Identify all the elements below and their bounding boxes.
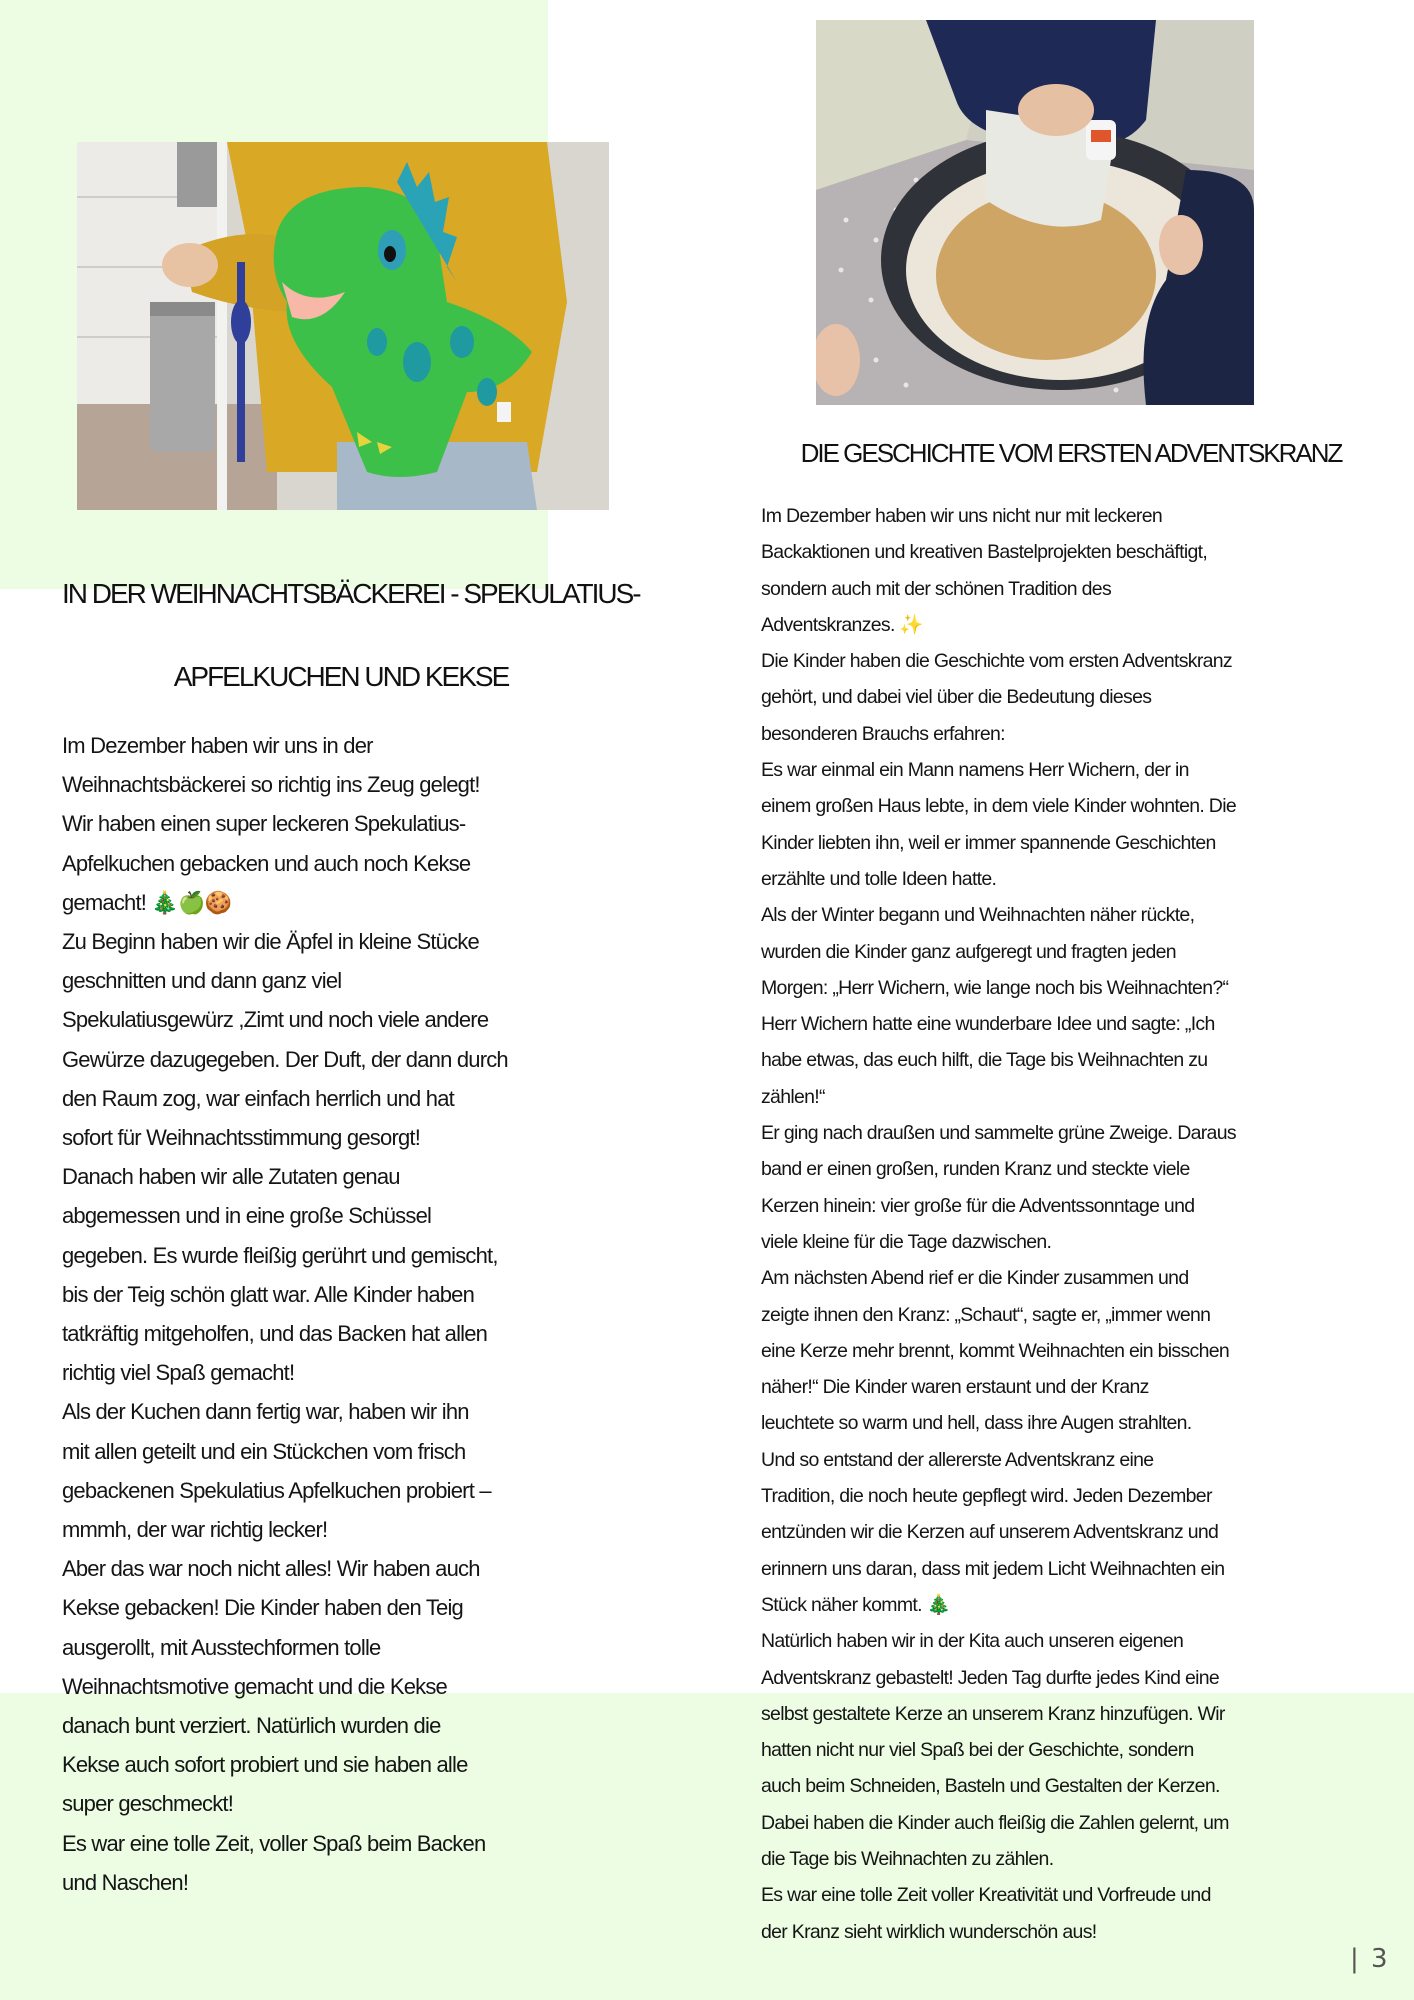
body-text-line: gehört, und dabei viel über die Bedeutung dieses [761,686,1152,709]
body-text-line: sofort für Weihnachtsstimmung gesorgt! [62,1125,421,1151]
dinosaur-puppet-image [77,142,609,510]
body-text-line: Als der Winter begann und Weihnachten näher rückte, [761,904,1195,927]
body-text-line: zählen!“ [761,1085,825,1108]
page-number: | 3 [1350,1944,1390,1974]
body-text-line: Wir haben einen super leckeren Spekulatius- [62,811,466,837]
body-text-line: wurden die Kinder ganz aufgeregt und fragten jeden [761,940,1176,963]
article-body-weihnachtsbaeckerei [62,726,622,1902]
body-text-line: Gewürze dazugegeben. Der Duft, der dann durch [62,1046,508,1072]
body-text-line: tatkräftig mitgeholfen, und das Backen hat allen [62,1321,488,1347]
body-text-line: ausgerollt, mit Ausstechformen tolle [62,1634,381,1660]
body-text-line: entzünden wir die Kerzen auf unserem Adventskranz und [761,1521,1219,1544]
body-text-line: eine Kerze mehr brennt, kommt Weihnachten ein bisschen [761,1339,1230,1362]
body-text-line: Zu Beginn haben wir die Äpfel in kleine Stücke [62,929,479,955]
body-text-line: den Raum zog, war einfach herrlich und hat [62,1085,454,1111]
body-text-line: mit allen geteilt und ein Stückchen vom frisch [62,1438,466,1464]
body-text-line: Tradition, die noch heute gepflegt wird. Jeden Dezember [761,1485,1212,1508]
body-text-line: Als der Kuchen dann fertig war, haben wir ihn [62,1399,469,1425]
body-text-line: Es war eine tolle Zeit, voller Spaß beim Backen [62,1830,486,1856]
body-text-line: Adventskranz gebastelt! Jeden Tag durfte jedes Kind eine [761,1666,1220,1689]
body-text-line: Kekse gebacken! Die Kinder haben den Teig [62,1595,463,1621]
body-text-line: näher!“ Die Kinder waren erstaunt und der Kranz [761,1376,1149,1399]
article-body-adventskranz [761,498,1381,1950]
body-text-line: Apfelkuchen gebacken und auch noch Kekse [62,850,471,876]
body-text-line: Herr Wichern hatte eine wunderbare Idee und sagte: „Ich [761,1013,1215,1036]
body-text-line: Dabei haben die Kinder auch fleißig die Zahlen gelernt, um [761,1811,1229,1834]
body-text-line: Stück näher kommt. 🎄 [761,1593,951,1616]
body-text-line: Spekulatiusgewürz ,Zimt und noch viele andere [62,1007,489,1033]
body-text-line: selbst gestaltete Kerze an unserem Kranz hinzufügen. Wir [761,1702,1225,1725]
photo-dinosaur-puppet [77,142,609,510]
body-text-line: geschnitten und dann ganz viel [62,968,342,994]
body-text-line: Kekse auch sofort probiert und sie haben alle [62,1752,468,1778]
body-text-line: erzählte und tolle Ideen hatte. [761,867,997,890]
body-text-line: Adventskranzes. ✨ [761,613,923,636]
body-text-line: Kinder liebten ihn, weil er immer spannende Geschichten [761,831,1216,854]
body-text-line: die Tage bis Weihnachten zu zählen. [761,1847,1054,1870]
photo-children-mixing-dough [816,20,1254,405]
body-text-line: Backaktionen und kreativen Bastelprojekten beschäftigt, [761,541,1208,564]
body-text-line: Es war einmal ein Mann namens Herr Wichern, der in [761,759,1189,782]
body-text-line: Danach haben wir alle Zutaten genau [62,1164,400,1190]
article-title-weihnachtsbaeckerei-line-2: APFELKUCHEN UND KEKSE [173,661,509,692]
article-title-adventskranz: DIE GESCHICHTE VOM ERSTEN ADVENTSKRANZ [800,438,1342,468]
body-text-line: Die Kinder haben die Geschichte vom ersten Adventskranz [761,650,1232,673]
body-text-line: der Kranz sieht wirklich wunderschön aus! [761,1920,1097,1943]
body-text-line: Und so entstand der allererste Adventskranz eine [761,1448,1154,1471]
body-text-line: sondern auch mit der schönen Tradition des [761,577,1111,600]
body-text-line: Natürlich haben wir in der Kita auch unseren eigenen [761,1630,1184,1653]
body-text-line: leuchtete so warm und hell, dass ihre Augen strahlten. [761,1412,1192,1435]
body-text-line: bis der Teig schön glatt war. Alle Kinder haben [62,1281,475,1307]
body-text-line: Er ging nach draußen und sammelte grüne Zweige. Daraus [761,1122,1236,1145]
body-text-line: auch beim Schneiden, Basteln und Gestalten der Kerzen. [761,1775,1220,1798]
body-text-line: Kerzen hinein: vier große für die Adventssonntage und [761,1194,1195,1217]
body-text-line: einem großen Haus lebte, in dem viele Kinder wohnten. Die [761,795,1236,818]
body-text-line: band er einen großen, runden Kranz und steckte viele [761,1158,1190,1181]
body-text-line: Weihnachtsbäckerei so richtig ins Zeug gelegt! [62,772,480,798]
body-text-line: viele kleine für die Tage dazwischen. [761,1230,1052,1253]
body-text-line: zeigte ihnen den Kranz: „Schaut“, sagte er, „immer wenn [761,1303,1211,1326]
body-text-line: richtig viel Spaß gemacht! [62,1360,295,1386]
body-text-line: Aber das war noch nicht alles! Wir haben auch [62,1556,480,1582]
article-title-weihnachtsbaeckerei-line-1: IN DER WEIHNACHTSBÄCKEREI - SPEKULATIUS- [62,578,640,609]
body-text-line: mmmh, der war richtig lecker! [62,1517,328,1543]
body-text-line: Es war eine tolle Zeit voller Kreativität und Vorfreude und [761,1884,1211,1907]
body-text-line: Weihnachtsmotive gemacht und die Kekse [62,1673,447,1699]
mixing-bowl-image [816,20,1254,405]
body-text-line: Im Dezember haben wir uns in der [62,733,373,758]
body-text-line: und Naschen! [62,1869,189,1895]
body-text-line: habe etwas, das euch hilft, die Tage bis Weihnachten zu [761,1049,1208,1072]
body-text-line: abgemessen und in eine große Schüssel [62,1203,432,1229]
body-text-line: Im Dezember haben wir uns nicht nur mit leckeren [761,505,1162,527]
body-text-line: erinnern uns daran, dass mit jedem Licht Weihnachten ein [761,1557,1225,1580]
body-text-line: hatten nicht nur viel Spaß bei der Geschichte, sondern [761,1739,1194,1762]
body-text-line: Am nächsten Abend rief er die Kinder zusammen und [761,1267,1189,1290]
body-text-line: gegeben. Es wurde fleißig gerührt und gemischt, [62,1242,498,1268]
body-text-line: Morgen: „Herr Wichern, wie lange noch bis Weihnachten?“ [761,976,1229,999]
body-text-line: super geschmeckt! [62,1791,234,1817]
body-text-line: besonderen Brauchs erfahren: [761,722,1005,745]
body-text-line: gebackenen Spekulatius Apfelkuchen probiert – [62,1477,491,1503]
body-text-line: gemacht! 🎄🍏🍪 [62,889,232,915]
body-text-line: danach bunt verziert. Natürlich wurden die [62,1713,441,1739]
